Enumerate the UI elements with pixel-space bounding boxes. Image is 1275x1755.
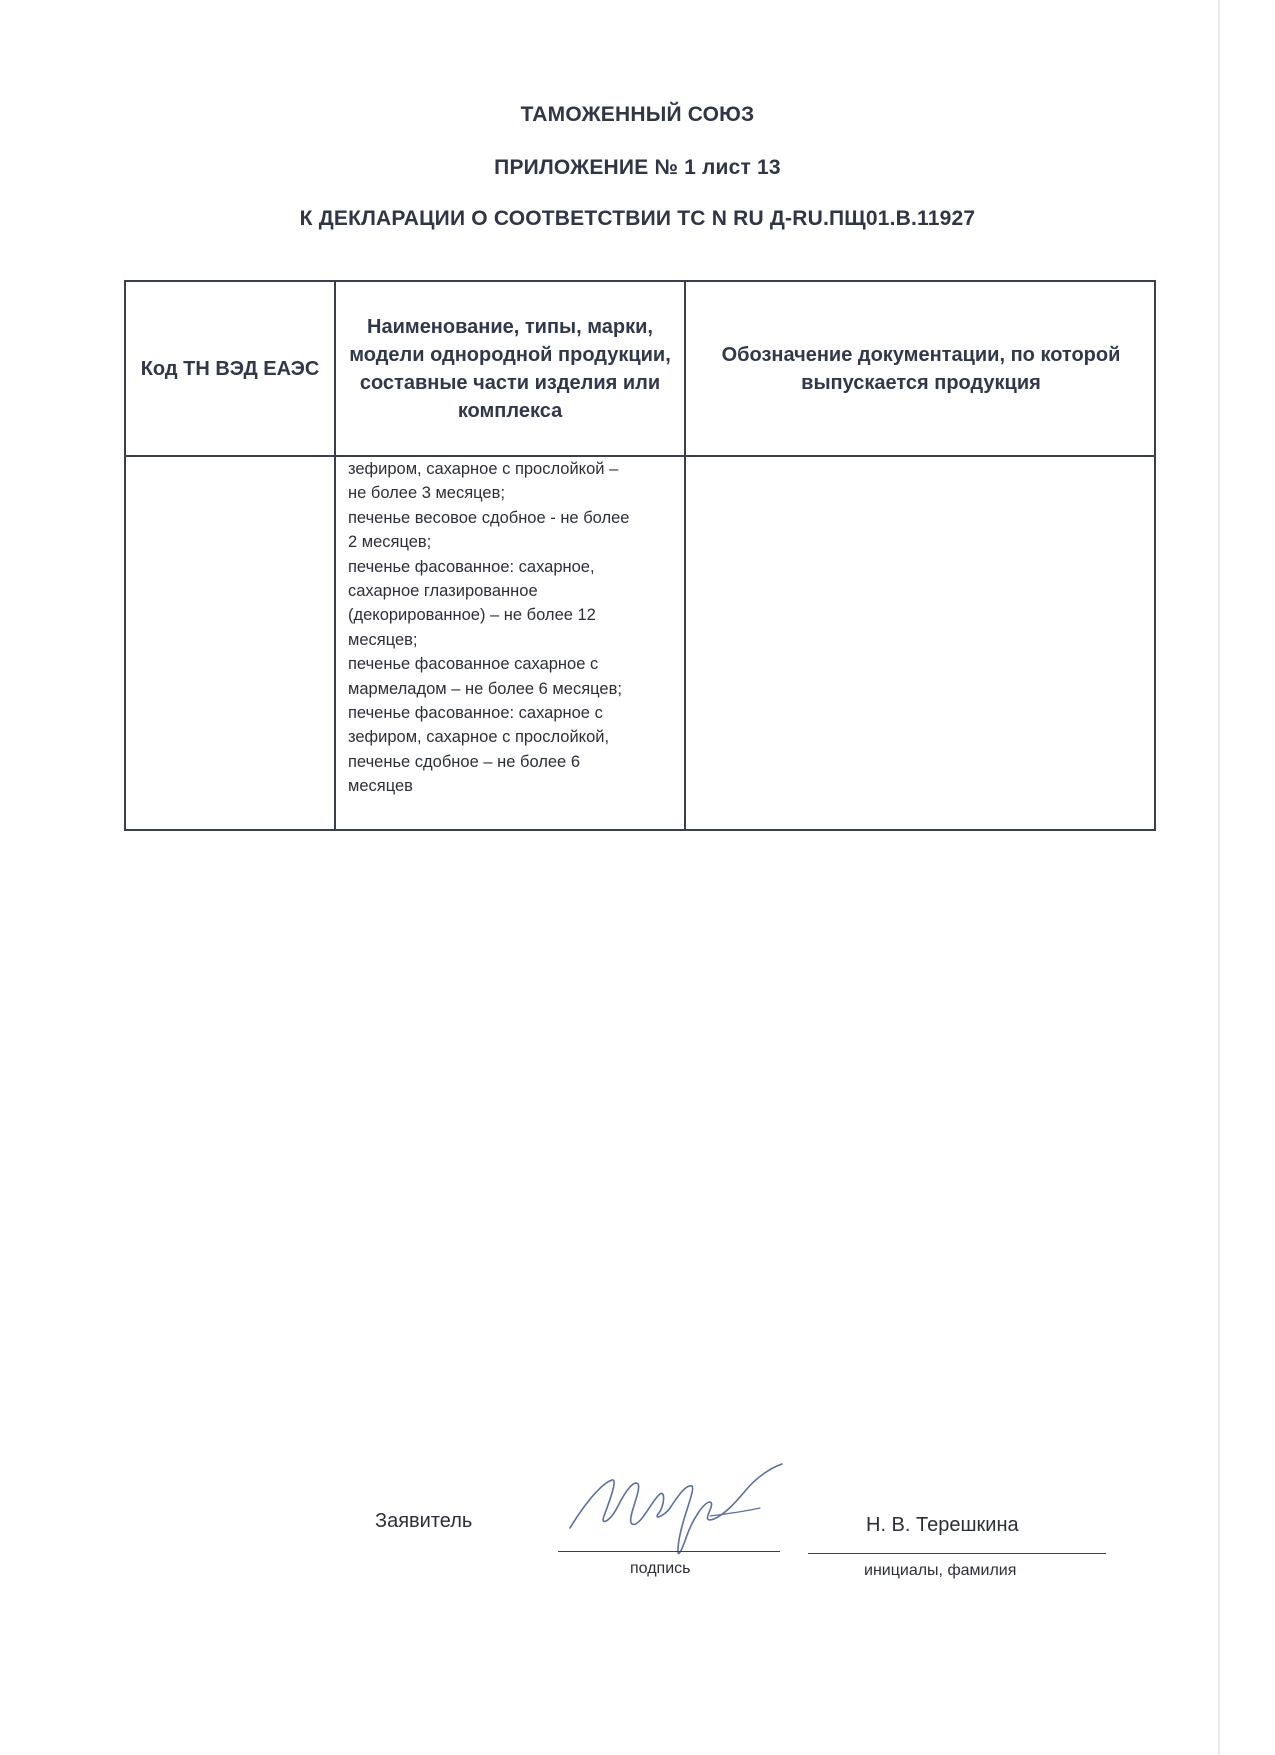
description-line: месяцев [348,777,413,796]
description-line: зефиром, сахарное с прослойкой, [348,728,610,747]
applicant-name: Н. В. Терешкина [866,1514,1019,1536]
page-edge [1218,0,1220,1755]
description-line: не более 3 месяцев; [348,484,505,503]
description-line: мармеладом – не более 6 месяцев; [348,679,622,698]
column-header-code: Код ТН ВЭД ЕАЭС [140,357,320,380]
description-line: печенье фасованное: сахарное с [348,704,603,723]
description-line: 2 месяцев; [348,533,432,552]
applicant-label: Заявитель [375,1510,473,1532]
signature-line [558,1551,780,1552]
union-title: ТАМОЖЕННЫЙ СОЮЗ [520,103,755,126]
product-description-cell [348,457,678,799]
signature-caption: подпись [630,1560,691,1577]
description-line: печенье сдобное – не более 6 [348,752,580,771]
appendix-title: ПРИЛОЖЕНИЕ № 1 лист 13 [494,156,781,179]
product-table [124,280,1156,831]
description-line: зефиром, сахарное с прослойкой – [348,460,619,478]
description-line: (декорированное) – не более 12 [348,606,596,625]
name-caption: инициалы, фамилия [864,1562,1017,1579]
description-line: месяцев; [348,630,418,649]
description-line: печенье фасованное: сахарное, [348,557,595,576]
name-line [808,1553,1106,1554]
description-line: сахарное глазированное [348,582,538,601]
description-line: печенье весовое сдобное - не более [348,508,630,527]
description-line: печенье фасованное сахарное с [348,655,599,674]
declaration-title: К ДЕКЛАРАЦИИ О СООТВЕТСТВИИ ТС N RU Д-RU.ПЩ01.В.11927 [299,207,976,230]
column-header-documentation: Обозначение документации, по которой выпускается продукция [721,343,1121,394]
column-header-product: Наименование, типы, марки, модели однородной продукции, составные части изделия или комплекса [349,315,671,422]
handwritten-signature [560,1450,810,1570]
